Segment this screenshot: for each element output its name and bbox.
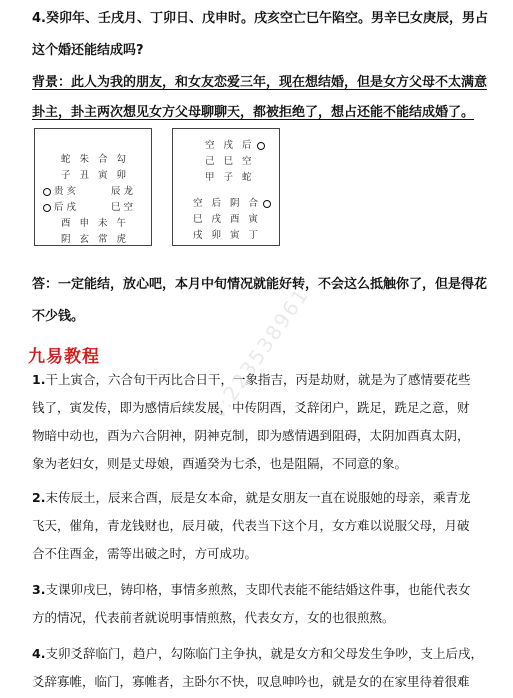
point-3-line-2: 方的情况，代表前者就说明事情煎熬，代表女方，女的也很煎熬。 xyxy=(32,610,395,625)
point-3-line-1: 支课卯戌巳，铸印格，事情多煎熬，支即代表能不能结婚这件事，也能代表女 xyxy=(45,582,471,597)
left-chart-row-3-right: 辰龙 xyxy=(111,186,137,197)
question-line-2: 这个婚还能结成吗? xyxy=(32,43,144,58)
marker-circle-icon xyxy=(43,188,51,196)
right-chart-row-1: 空 戌 后 xyxy=(205,137,268,151)
right-chart-row-3: 甲 子 蛇 xyxy=(205,172,255,183)
right-chart-row-5: 巳 戌 酉 寅 xyxy=(193,214,262,225)
point-1 xyxy=(32,366,494,478)
left-chart-row-2: 子 丑 寅 卯 xyxy=(61,170,130,181)
point-1-line-4: 象为老妇女，则是丈母娘，酉遁癸为七杀，也是阻隔，不同意的象。 xyxy=(32,456,408,471)
right-chart-box xyxy=(172,128,280,246)
point-4-line-1: 支卯爻辞临门，趋户，勾陈临门主争执，就是女方和父母发生争吵，支上后戌， xyxy=(45,646,483,661)
right-chart-row-4: 空 后 阴 合 xyxy=(193,195,274,209)
right-chart-row-6: 戌 卯 寅 丁 xyxy=(193,230,262,241)
point-3-number: 3. xyxy=(32,582,46,597)
answer-line-2: 不少钱。 xyxy=(32,309,85,324)
left-chart-row-4-right: 巳空 xyxy=(111,202,137,213)
point-1-number: 1. xyxy=(32,372,46,387)
point-2 xyxy=(32,484,494,568)
marker-circle-icon xyxy=(263,200,271,208)
point-1-line-2: 钱了，寅发传，即为感情后续发展，中传阴酉，爻辞闭户，跣足，跣足之意，财 xyxy=(32,400,470,415)
left-chart-row-6: 阴 玄 常 虎 xyxy=(61,234,130,245)
point-2-line-3: 合不住酉金，需等出破之时，方可成功。 xyxy=(32,546,258,561)
left-chart-row-1: 蛇 朱 合 勾 xyxy=(61,154,130,165)
point-4-line-2: 爻辞寡帷，临门，寡帷者，主卧尔不快，叹息呻吟也，就是女的在家里待着很难 xyxy=(32,674,470,689)
left-chart-row-5: 酉 申 未 午 xyxy=(61,218,130,229)
background-line-1: 背景：此人为我的朋友，和女友恋爱三年，现在想结婚，但是女方父母不太满意 xyxy=(32,75,488,90)
point-4-number: 4. xyxy=(32,646,46,661)
right-chart-row-2: 己 巳 空 xyxy=(205,156,255,167)
point-2-number: 2. xyxy=(32,490,46,505)
point-3 xyxy=(32,576,494,632)
point-1-line-1: 干上寅合，六合旬干丙比合日干，一象指吉，丙是劫财，就是为了感情要花些 xyxy=(45,372,471,387)
left-chart-row-4: 后戌 xyxy=(43,199,79,213)
point-1-line-3: 物暗中动也，酉为六合阴神，阴神克制，即为感情遇到阻碍，太阴加酉真太阴， xyxy=(32,428,470,443)
answer-line-1: 答：一定能结，放心吧，本月中旬情况就能好转，不会这么抵触你了，但是得花 xyxy=(32,277,488,292)
point-4 xyxy=(32,640,494,696)
point-2-line-2: 飞天，催角，青龙钱财也，辰月破，代表当下这个月，女方难以说服父母，月破 xyxy=(32,518,470,533)
question-line-1: 4.癸卯年、壬戌月、丁卯日、戊申时。戌亥空亡巳午陷空。男辛巳女庚辰，男占 xyxy=(32,11,488,26)
left-chart-box xyxy=(34,128,152,246)
point-2-line-1: 末传辰土，辰来合酉，辰是女本命，就是女朋友一直在说服她的母亲，乘青龙 xyxy=(45,490,471,505)
marker-circle-icon xyxy=(43,204,51,212)
marker-circle-icon xyxy=(257,142,265,150)
brand-logo-text: 九易教程 xyxy=(28,347,100,367)
watermark: V:223538961 xyxy=(205,282,314,424)
left-chart-row-3: 贵亥 xyxy=(43,183,79,197)
background-line-2: 卦主，卦主两次想见女方父母聊聊天，都被拒绝了，想占还能不能结成婚了。 xyxy=(32,105,475,120)
